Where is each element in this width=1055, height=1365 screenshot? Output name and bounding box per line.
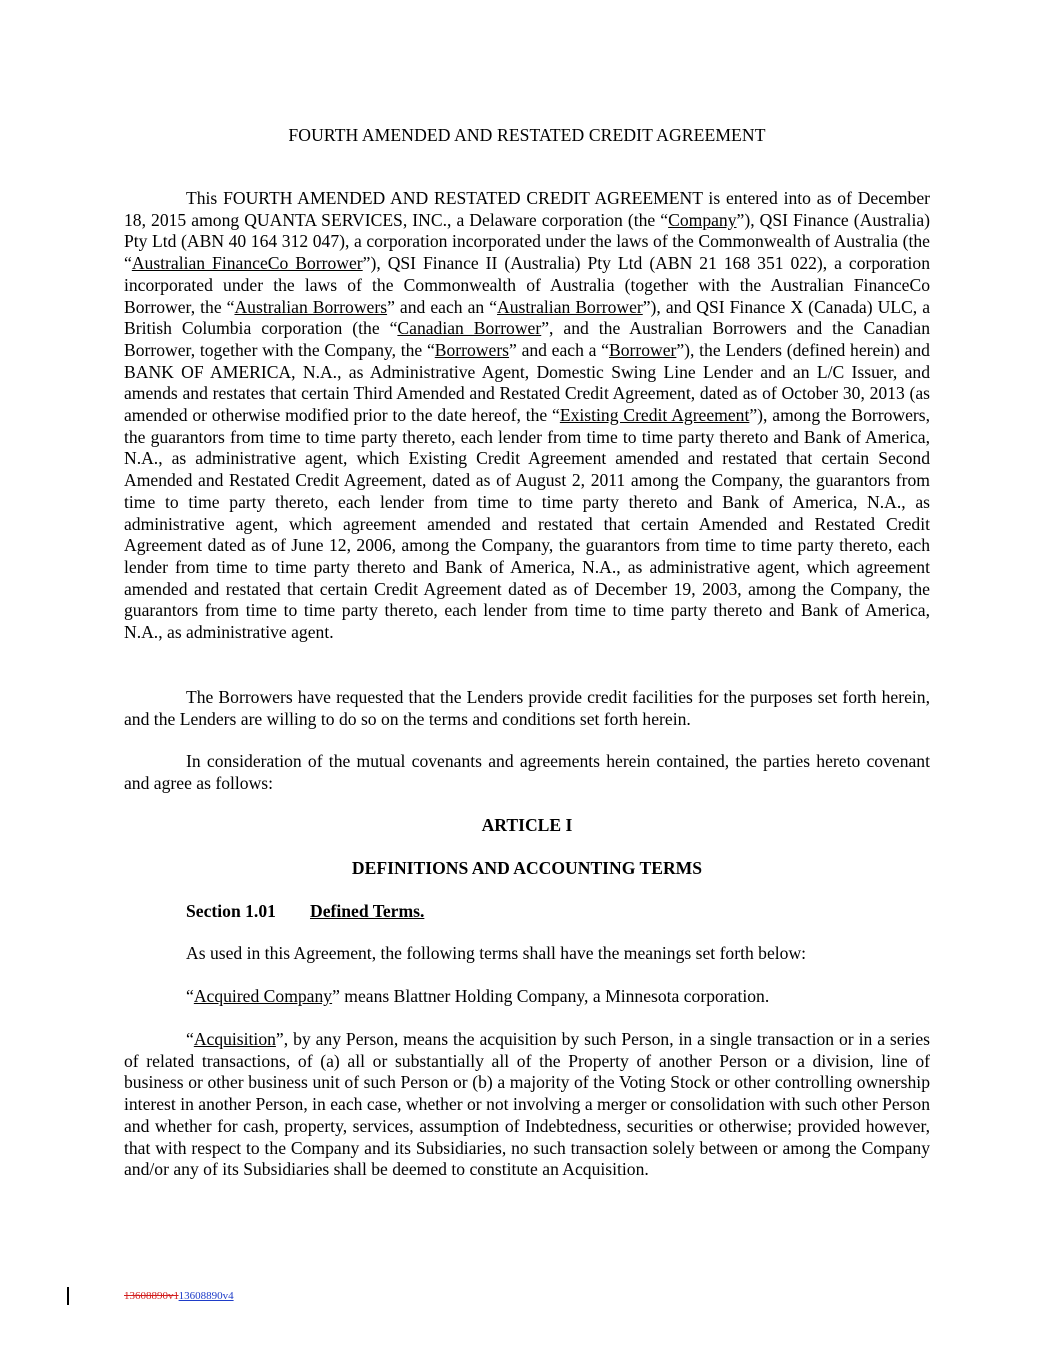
defined-term-acquired-company: Acquired Company <box>193 986 333 1006</box>
defined-term-acquisition: Acquisition <box>193 1029 276 1049</box>
intro-text-4: ” and each an “ <box>387 296 498 317</box>
definition-acquired-company <box>186 986 769 1008</box>
intro-text-5: ”), and QSI Finance X (Canada) ULC, a British Columbia corporation (the “ <box>124 296 931 339</box>
defined-term-australian-financeco-borrower: Australian FinanceCo Borrower <box>131 253 363 274</box>
intro-text-2: ”), QSI Finance (Australia) Pty Ltd (ABN 40 164 312 047), a corporation incorporated under the laws of the Commonwealth of Australia (the “ <box>124 209 930 274</box>
document-id-footer <box>124 1290 234 1302</box>
change-bar <box>67 1287 69 1305</box>
recital-paragraph: The Borrowers have requested that the Lenders provide credit facilities for the purposes set forth herein, and the Lenders are willing to do so on the terms and conditions set forth herein. <box>124 687 930 729</box>
quote-open: “ <box>186 1029 194 1049</box>
defined-term-company: Company <box>668 209 737 230</box>
section-heading <box>186 901 424 923</box>
old-document-id: 13608890v1 <box>124 1290 179 1302</box>
defined-term-borrowers: Borrowers <box>434 339 510 360</box>
definition-text: ”, by any Person, means the acquisition by such Person, in a single transaction or in a series of related transactions, of (a) all or substantially all of the Property of another Person or a division, line of business or other business unit of such Person or (b) a majority of the Voting Stock or other controlling ownership interest in another Person, in each case, whether or not involving a merger or consolidation with such other Person and whether for cash, property, services, assumption of Indebtedness, securities or otherwise; provided however, that with respect to the Company and its Subsidiaries, no such transaction solely between or among the Company and/or any of its Subsidiaries shall be deemed to constitute an Acquisition. <box>124 1029 930 1180</box>
article-heading: ARTICLE I <box>481 815 573 835</box>
defined-term-australian-borrowers: Australian Borrowers <box>234 296 388 317</box>
definition-acquisition <box>124 1029 930 1181</box>
document-title: FOURTH AMENDED AND RESTATED CREDIT AGREEMENT <box>288 125 766 145</box>
section-number: Section 1.01 <box>186 901 276 921</box>
defined-term-existing-credit-agreement: Existing Credit Agreement <box>559 405 750 426</box>
defined-term-canadian-borrower: Canadian Borrower <box>397 318 542 339</box>
consideration-paragraph: In consideration of the mutual covenants and agreements herein contained, the parties hereto covenant and agree as follows: <box>124 751 930 793</box>
usage-line: As used in this Agreement, the following terms shall have the meanings set forth below: <box>186 943 807 963</box>
intro-text-8: ”), the Lenders (defined herein) and BANK OF AMERICA, N.A., as Administrative Agent, Domestic Swing Line Lender and an L/C Issuer, and amends and restates that certain Third Amended and Restated Credit Agreement, dated as of October 30, 2013 (as amended or otherwise modified prior to the date hereof, the “ <box>124 339 930 426</box>
intro-paragraph <box>124 188 930 644</box>
intro-text-3: ”), QSI Finance II (Australia) Pty Ltd (ABN 21 168 351 022), a corporation incorporated under the laws of the Commonwealth of Australia (together with the Australian FinanceCo Borrower, the “ <box>124 253 930 317</box>
intro-text-9: ”), among the Borrowers, the guarantors from time to time party thereto, each lender from time to time party thereto and Bank of America, N.A., as administrative agent, which Existing Credit Agreement amended and restated that certain Second Amended and Restated Credit Agreement, dated as of August 2, 2011 among the Company, the guarantors from time to time party thereto, each lender from time to time party thereto and Bank of America, N.A., as administrative agent, which agreement amended and restated that certain Amended and Restated Credit Agreement dated as of June 12, 2006, among the Company, the guarantors from time to time party thereto, each lender from time to time party thereto and Bank of America, N.A., as administrative agent, which agreement amended and restated that certain Credit Agreement dated as of December 19, 2003, among the Company, the guarantors from time to time party thereto, each lender from time to time party thereto and Bank of America, N.A., as administrative agent. <box>124 405 931 643</box>
intro-text-6: ”, and the Australian Borrowers and the Canadian Borrower, together with the Company, the “ <box>124 318 930 360</box>
quote-open: “ <box>186 986 194 1006</box>
definition-text: ” means Blattner Holding Company, a Minnesota corporation. <box>332 986 770 1006</box>
section-title: Defined Terms. <box>310 901 425 921</box>
defined-term-borrower: Borrower <box>608 339 677 360</box>
intro-text-7: ” and each a “ <box>509 339 609 360</box>
new-document-id: 13608890v4 <box>178 1290 234 1302</box>
intro-text-1: This FOURTH AMENDED AND RESTATED CREDIT AGREEMENT is entered into as of December 18, 2015 among QUANTA SERVICES, INC., a Delaware corporation (the “ <box>124 188 930 230</box>
defined-term-australian-borrower: Australian Borrower <box>497 296 643 317</box>
article-title: DEFINITIONS AND ACCOUNTING TERMS <box>351 858 703 878</box>
